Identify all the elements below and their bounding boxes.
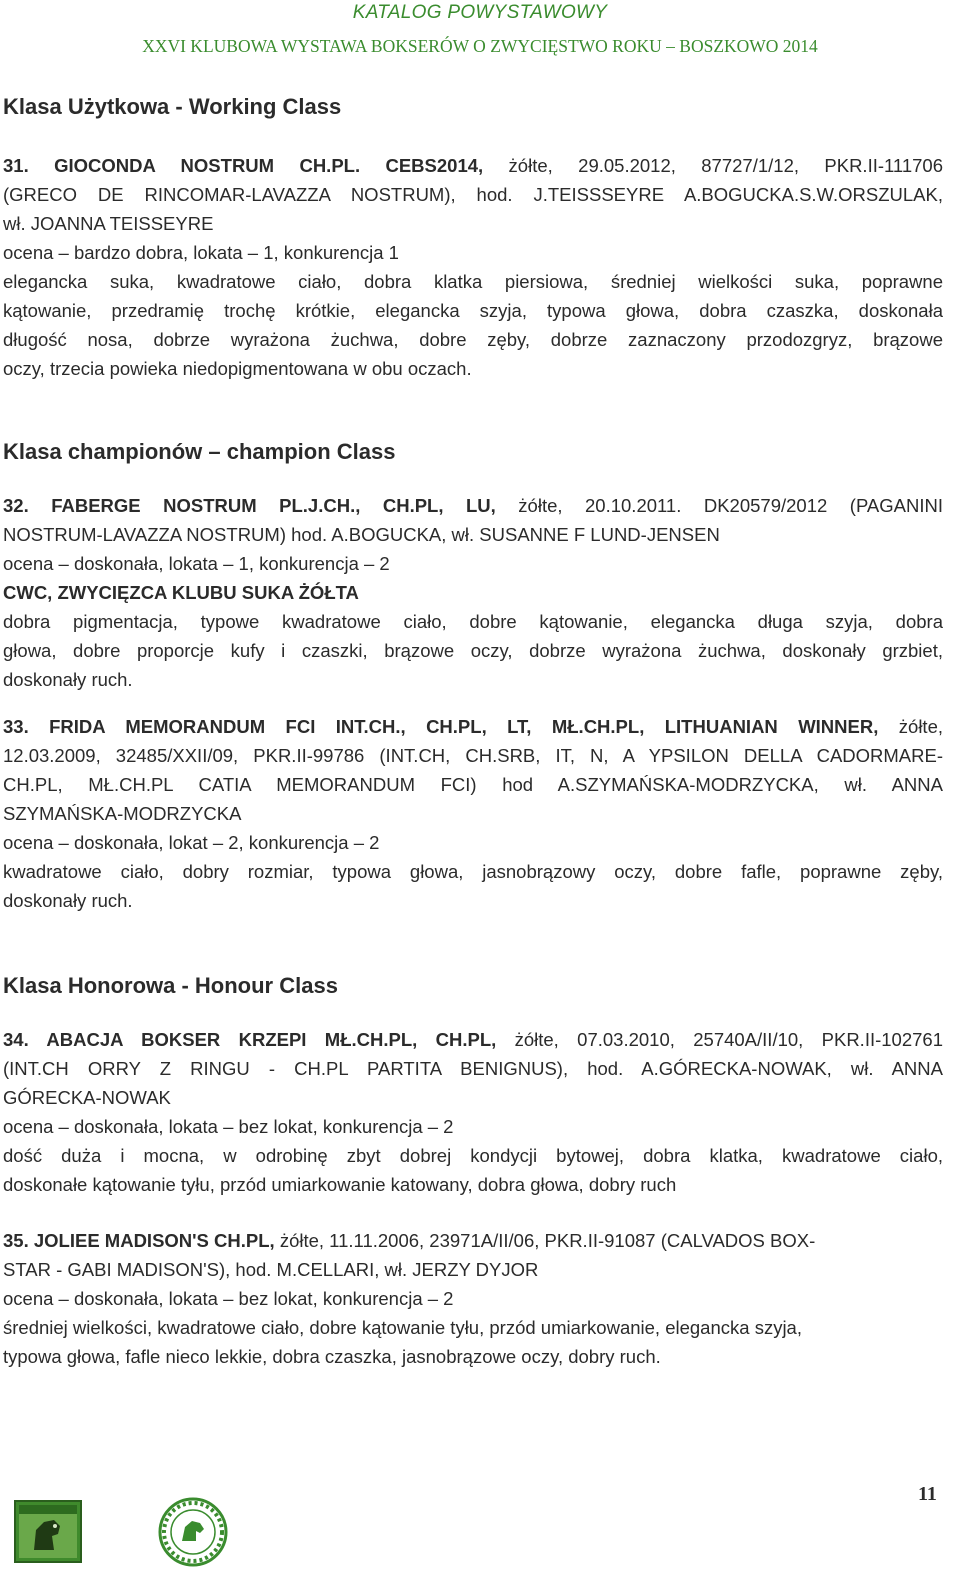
klub-bokser-logo: [14, 1500, 82, 1563]
entry-31-line-1: [3, 151, 943, 180]
entry-32-desc-2: głowa, dobre proporcje kufy i czaszki, brązowe oczy, dobrze wyrażona żuchwa, doskonały grzbiet,: [3, 640, 943, 661]
entry-35-line-1: [3, 1226, 943, 1255]
entry-31-desc-4: oczy, trzecia powieka niedopigmentowana w obu oczach.: [3, 358, 472, 379]
entry-31-rating: ocena – bardzo dobra, lokata – 1, konkurencja 1: [3, 242, 399, 263]
entry-31-name: 31. GIOCONDA NOSTRUM CH.PL. CEBS2014,: [3, 155, 484, 176]
entry-32-name: 32. FABERGE NOSTRUM PL.J.CH., CH.PL, LU,: [3, 495, 496, 516]
page-number: 11: [918, 1483, 937, 1505]
dog-entry-34: [3, 1025, 943, 1199]
section-heading-working: Klasa Użytkowa - Working Class: [3, 94, 342, 119]
catalog-title: KATALOG POWYSTAWOWY: [352, 2, 608, 23]
entry-35-name: 35. JOLIEE MADISON'S CH.PL,: [3, 1230, 275, 1251]
entry-34-line-1: [3, 1025, 943, 1054]
entry-33-details: żółte,: [878, 716, 943, 737]
entry-32-details: żółte, 20.10.2011. DK20579/2012 (PAGANINI: [495, 495, 943, 516]
entry-33-owner: SZYMAŃSKA-MODRZYCKA: [3, 803, 242, 824]
entry-32-award: CWC, ZWYCIĘZCA KLUBU SUKA ŻÓŁTA: [3, 582, 359, 603]
entry-32-desc-1: dobra pigmentacja, typowe kwadratowe ciało, dobre kątowanie, elegancka długa szyja, dobra: [3, 611, 943, 632]
entry-32-desc-3: doskonały ruch.: [3, 669, 133, 690]
dog-entry-35: [3, 1226, 943, 1371]
entry-34-line-2: (INT.CH ORRY Z RINGU - CH.PL PARTITA BENIGNUS), hod. A.GÓRECKA-NOWAK, wł. ANNA: [3, 1058, 943, 1079]
entry-31-desc-3: długość nosa, dobrze wyrażona żuchwa, dobre zęby, dobrze zaznaczony przodozgryz, brązowe: [3, 329, 943, 350]
entry-34-details: żółte, 07.03.2010, 25740A/II/10, PKR.II-102761: [496, 1029, 943, 1050]
dog-entry-33: [3, 712, 943, 915]
entry-35-details: żółte, 11.11.2006, 23971A/II/06, PKR.II-91087 (CALVADOS BOX-: [274, 1230, 816, 1251]
entry-32-line-2: NOSTRUM-LAVAZZA NOSTRUM) hod. A.BOGUCKA, wł. SUSANNE F LUND-JENSEN: [3, 524, 720, 545]
dog-entry-31: [3, 151, 943, 383]
zkwp-logo: [158, 1497, 228, 1567]
section-heading-champion: Klasa championów – champion Class: [3, 439, 396, 464]
section-heading-honour: Klasa Honorowa - Honour Class: [3, 973, 338, 998]
entry-31-desc-1: elegancka suka, kwadratowe ciało, dobra klatka piersiowa, średniej wielkości suka, poprawne: [3, 271, 943, 292]
entry-32-line-1: [3, 491, 943, 520]
entry-31-line-2: (GRECO DE RINCOMAR-LAVAZZA NOSTRUM), hod. J.TEISSSEYRE A.BOGUCKA.S.W.ORSZULAK,: [3, 184, 943, 205]
entry-34-rating: ocena – doskonała, lokata – bez lokat, konkurencja – 2: [3, 1116, 454, 1137]
entry-32-rating: ocena – doskonała, lokata – 1, konkurencja – 2: [3, 553, 390, 574]
entry-34-desc-2: doskonałe kątowanie tyłu, przód umiarkowanie katowany, dobra głowa, dobry ruch: [3, 1174, 677, 1195]
document-body: [3, 90, 943, 1371]
dog-entry-32: [3, 491, 943, 694]
entry-31-desc-2: kątowanie, przedramię trochę krótkie, elegancka szyja, typowa głowa, dobra czaszka, doskonała: [3, 300, 943, 321]
entry-31-details: żółte, 29.05.2012, 87727/1/12, PKR.II-111706: [483, 155, 943, 176]
entry-33-name: 33. FRIDA MEMORANDUM FCI INT.CH., CH.PL, LT, MŁ.CH.PL, LITHUANIAN WINNER,: [3, 716, 879, 737]
entry-31-owner: wł. JOANNA TEISSEYRE: [3, 213, 214, 234]
entry-34-desc-1: dość duża i mocna, w odrobinę zbyt dobrej kondycji bytowej, dobra klatka, kwadratowe ciało,: [3, 1145, 943, 1166]
entry-35-desc-1: średniej wielkości, kwadratowe ciało, dobre kątowanie tyłu, przód umiarkowanie, elegancka szyja,: [3, 1317, 802, 1338]
entry-33-rating: ocena – doskonała, lokat – 2, konkurencja – 2: [3, 832, 380, 853]
entry-33-desc-1: kwadratowe ciało, dobry rozmiar, typowa głowa, jasnobrązowy oczy, dobre fafle, poprawne zęby,: [3, 861, 943, 882]
catalog-subtitle: XXVI KLUBOWA WYSTAWA BOKSERÓW O ZWYCIĘSTWO ROKU – BOSZKOWO 2014: [142, 36, 818, 56]
entry-34-owner: GÓRECKA-NOWAK: [3, 1087, 171, 1108]
entry-33-line-3: CH.PL, MŁ.CH.PL CATIA MEMORANDUM FCI) hod A.SZYMAŃSKA-MODRZYCKA, wł. ANNA: [3, 774, 943, 795]
entry-33-line-1: [3, 712, 943, 741]
entry-33-line-2: 12.03.2009, 32485/XXII/09, PKR.II-99786 (INT.CH, CH.SRB, IT, N, A YPSILON DELLA CADORMARE-: [3, 745, 943, 766]
entry-34-name: 34. ABACJA BOKSER KRZEPI MŁ.CH.PL, CH.PL,: [3, 1029, 497, 1050]
entry-35-line-2: STAR - GABI MADISON'S), hod. M.CELLARI, wł. JERZY DYJOR: [3, 1259, 539, 1280]
entry-35-desc-2: typowa głowa, fafle nieco lekkie, dobra czaszka, jasnobrązowe oczy, dobry ruch.: [3, 1346, 661, 1367]
entry-33-desc-2: doskonały ruch.: [3, 890, 133, 911]
entry-35-rating: ocena – doskonała, lokata – bez lokat, konkurencja – 2: [3, 1288, 454, 1309]
